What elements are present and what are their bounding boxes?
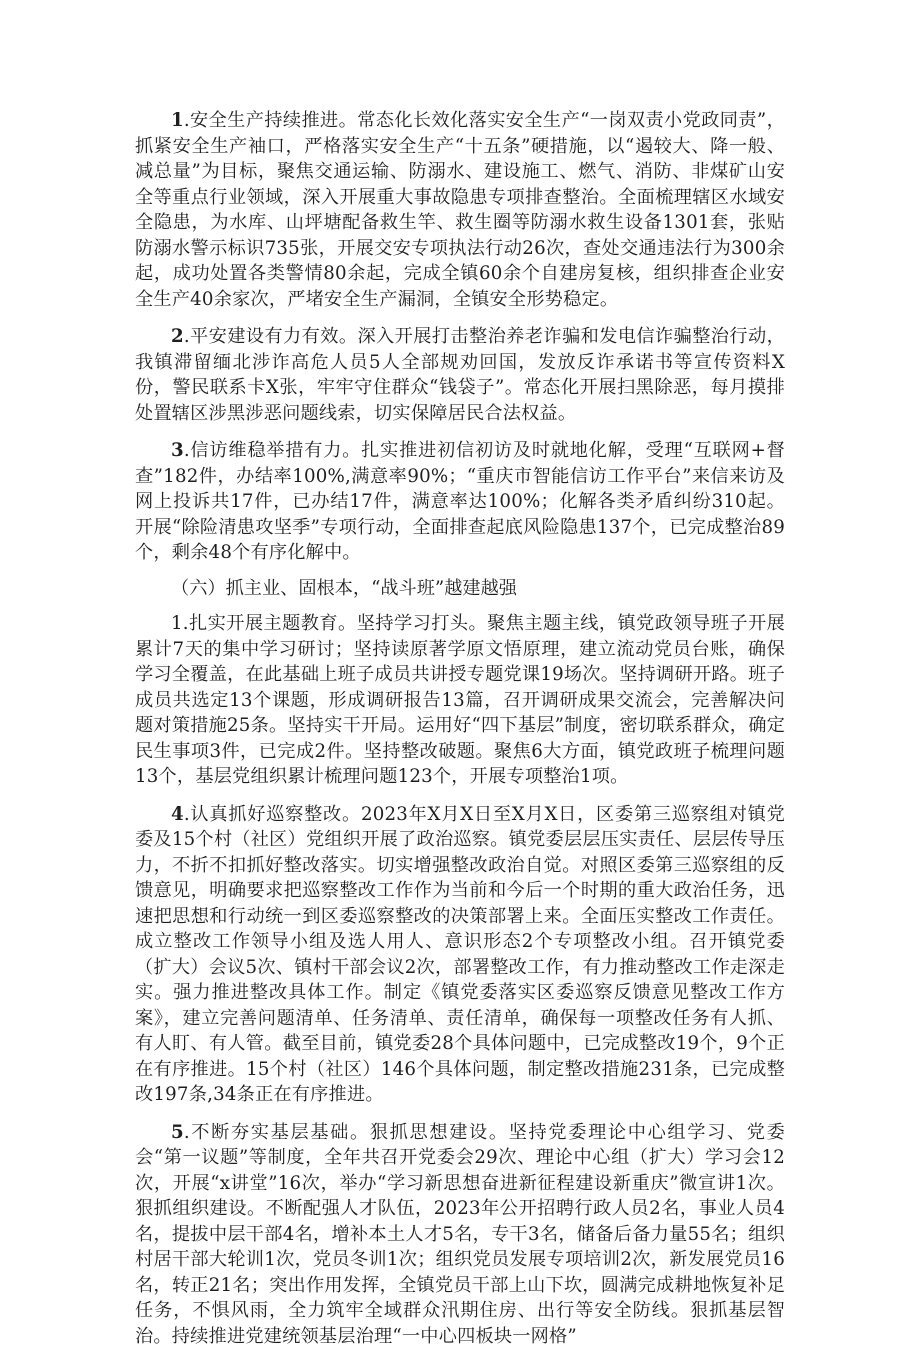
paragraph-text: 1.扎实开展主题教育。坚持学习打头。聚焦主题主线，镇党政领导班子开展累计7天的集中学习研讨；坚持读原著学原文悟原理，建立流动党员台账，确保学习全覆盖，在此基础上班子成员共讲授专题党课19场次。坚持调研开路。班子成员共选定13个课题，形成调研报告13篇，召开调研成果交流会，完善解决问题对策措施25条。坚持实干开局。运用好“四下基层”制度，密切联系群众，确定民生事项3件，已完成2件。坚持整改破题。聚焦6大方面，镇党政班子梳理问题13个，基层党组织累计梳理问题123个，开展专项整治1项。 [135, 613, 785, 787]
paragraph-safety-production [135, 108, 785, 312]
paragraph-text: .认真抓好巡察整改。2023年X月X日至X月X日，区委第三巡察组对镇党委及15个村（社区）党组织开展了政治巡察。镇党委层层压实责任、层层传导压力，不折不扣抓好整改落实。切实增强整改政治自觉。对照区委第三巡察组的反馈意见，明确要求把巡察整改工作作为当前和今后一个时期的重大政治任务，迅速把思想和行动统一到区委巡察整改的决策部署上来。全面压实整改工作责任。成立整改工作领导小组及选人用人、意识形态2个专项整改小组。召开镇党委（扩大）会议5次、镇村干部会议2次，部署整改工作，有力推动整改工作走深走实。强力推进整改具体工作。制定《镇党委落实区委巡察反馈意见整改工作方案》，建立完善问题清单、任务清单、责任清单，确保每一项整改任务有人抓、有人盯、有人管。截至目前，镇党委28个具体问题中，已完成整改19个，9个正在有序推进。15个村（社区）146个具体问题，制定整改措施231条，已完成整改197条,34条正在有序推进。 [135, 804, 785, 1106]
paragraph-text: .不断夯实基层基础。狠抓思想建设。坚持党委理论中心组学习、党委会“第一议题”等制度，全年共召开党委会29次、理论中心组（扩大）学习会12次，开展“x讲堂”16次，举办“学习新思想奋进新征程建设新重庆”微宣讲1次。狠抓组织建设。不断配强人才队伍，2023年公开招聘行政人员2名，事业人员4名，提拔中层干部4名，增补本土人才5名，专干3名，储备后备力量55名；组织村居干部大轮训1次，党员冬训1次；组织党员发展专项培训2次，新发展党员16名，转正21名；突出作用发挥，全镇党员干部上山下坎，圆满完成耕地恢复补足任务，不惧风雨，全力筑牢全域群众汛期住房、出行等安全防线。狠抓基层智治。持续推进党建统领基层治理“一中心四板块一网格” [135, 1122, 785, 1347]
paragraph-inspection-rectification [135, 802, 785, 1108]
paragraph-theme-education [135, 611, 785, 790]
paragraph-number: 3 [171, 440, 184, 461]
paragraph-grassroots-foundation [135, 1120, 785, 1349]
paragraph-petition-stability [135, 438, 785, 566]
paragraph-text: .平安建设有力有效。深入开展打击整治养老诈骗和发电信诈骗整治行动，我镇滞留缅北涉诈高危人员5人全部规劝回国，发放反诈承诺书等宣传资料X份，警民联系卡X张，牢牢守住群众“钱袋子”。常态化开展扫黑除恶，每月摸排处置辖区涉黑涉恶问题线索，切实保障居民合法权益。 [135, 326, 785, 424]
paragraph-number: 2 [171, 326, 184, 347]
paragraph-number: 4 [171, 804, 184, 825]
section-heading: （六）抓主业、固根本，“战斗班”越建越强 [135, 576, 785, 602]
paragraph-text: .安全生产持续推进。常态化长效化落实安全生产“一岗双责小党政同责”，抓紧安全生产袖口，严格落实安全生产“十五条”硬措施，以“遏较大、降一般、减总量”为目标，聚焦交通运输、防溺水、建设施工、燃气、消防、非煤矿山安全等重点行业领域，深入开展重大事故隐患专项排查整治。全面梳理辖区水域安全隐患，为水库、山坪塘配备救生竿、救生圈等防溺水救生设备1301套，张贴防溺水警示标识735张，开展交安专项执法行动26次，查处交通违法行为300余起，成功处置各类警情80余起，完成全镇60余个自建房复核，组织排查企业安全生产40余家次，严堵安全生产漏洞，全镇安全形势稳定。 [135, 110, 785, 310]
paragraph-safe-construction [135, 324, 785, 426]
paragraph-number: 1 [171, 110, 184, 131]
paragraph-number: 5 [171, 1122, 184, 1143]
paragraph-text: .信访维稳举措有力。扎实推进初信初访及时就地化解，受理“互联网+督查”182件，办结率100%,满意率90%；“重庆市智能信访工作平台”来信来访及网上投诉共17件，已办结17件，满意率达100%；化解各类矛盾纠纷310起。开展“除险清患攻坚季”专项行动，全面排查起底风险隐患137个，已完成整治89个，剩余48个有序化解中。 [135, 440, 785, 563]
document-page [135, 108, 785, 1349]
